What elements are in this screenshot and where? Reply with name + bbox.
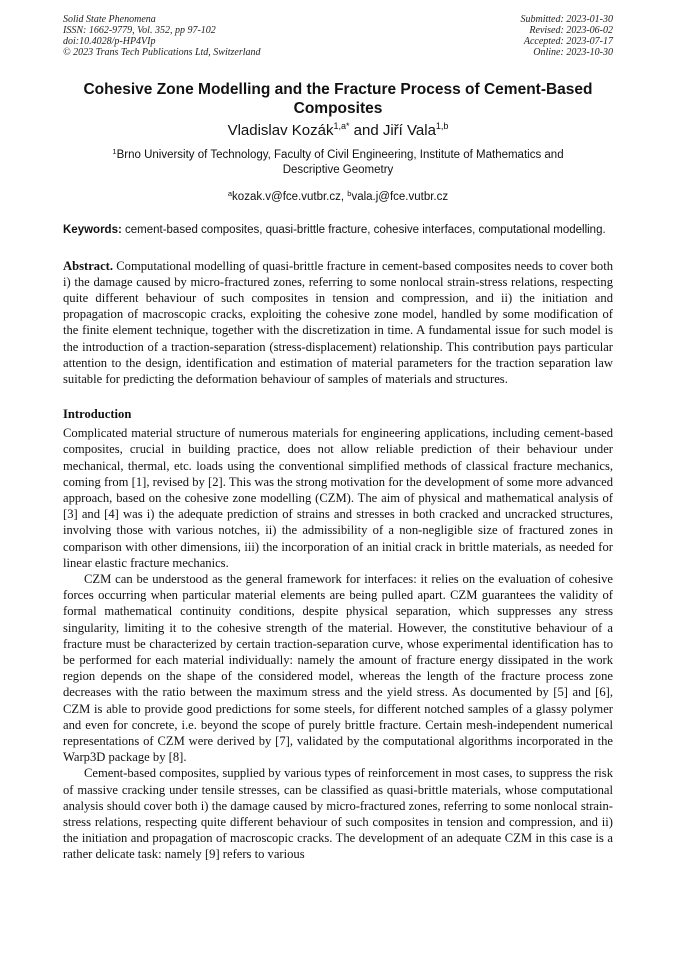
journal-name: Solid State Phenomena bbox=[63, 14, 156, 25]
revised-date: Revised: 2023-06-02 bbox=[529, 25, 613, 36]
header-left bbox=[63, 14, 261, 58]
abstract-text: Computational modelling of quasi-brittle fracture in cement-based composites needs to cover both i) the damage caused by micro-fractured zones, referring to some nonlocal strain-stress relations, respecting quite different behaviour of such composites in tension and compression, and ii) the initiation and propagation of macroscopic cracks, exploiting the cohesive zone model, handled by some modification of the finite element technique, together with the discretization in time. A fundamental issue for such model is the introduction of a traction-separation (stress-displacement) relationship. This contribution pays particular attention to the design, identification and estimation of material parameters for the traction separation law suitable for predicting the deformation behaviour of samples of materials and structures. bbox=[63, 258, 613, 386]
abstract bbox=[63, 258, 613, 388]
email-b[interactable]: vala.j@fce.vutbr.cz bbox=[351, 191, 449, 203]
intro-paragraph-3: Cement-based composites, supplied by various types of reinforcement in most cases, to suppress the risk of massive cracking under tensile stresses, can be classified as quasi-brittle materials, whose computational analysis should cover both i) the damage caused by micro-fractured zones, referring to some nonlocal strain-stress relations, respecting quite different behaviour of such composites in tension and compression, and ii) the initiation and propagation of macroscopic cracks. The development of an adequate CZM in this case is a rather delicate task: namely [9] refers to various bbox=[63, 766, 613, 862]
section-heading-introduction: Introduction bbox=[63, 407, 132, 422]
affiliation-marker: 1 bbox=[112, 147, 117, 156]
email-a[interactable]: kozak.v@fce.vutbr.cz, bbox=[232, 191, 348, 203]
email-a-marker: a bbox=[227, 189, 233, 198]
intro-paragraph-1: Complicated material structure of numerous materials for engineering applications, including cement-based composites, crucial in building practice, does not allow reliable prediction of their behaviour under mechanical, thermal, etc. loads using the conventional simplified methods of classical fracture mechanics, coming from [1], revised by [2]. This was the strong motivation for the development of some more advanced approach, based on the cohesive zone modelling (CZM). The aim of physical and mathematical analysis of [3] and [4] was i) the adequate prediction of strains and stresses in both cracked and uncracked structures, involving those with various notches, ii) the admissibility of a non-negligible size of fractured zones in comparison with other dimensions, iii) the incorporation of an initial crack in brittle materials, as needed for linear elastic fracture mechanics. bbox=[63, 426, 613, 570]
abstract-label: Abstract. bbox=[63, 258, 114, 273]
email-b-marker: b bbox=[347, 189, 352, 198]
copyright-line: © 2023 Trans Tech Publications Ltd, Switzerland bbox=[63, 47, 261, 58]
doi-line: doi:10.4028/p-HP4VIp bbox=[63, 36, 156, 47]
author-2-affiliation: 1,b bbox=[435, 121, 449, 131]
keywords-text: cement-based composites, quasi-brittle fracture, cohesive interfaces, computational modelling. bbox=[121, 224, 606, 236]
email-line bbox=[63, 190, 613, 205]
author-2: Jiří Vala bbox=[382, 122, 436, 139]
author-connector: and bbox=[349, 122, 383, 139]
accepted-date: Accepted: 2023-07-17 bbox=[523, 36, 613, 47]
header-right bbox=[521, 14, 614, 58]
author-line bbox=[63, 121, 613, 140]
affiliation-text: Brno University of Technology, Faculty of Civil Engineering, Institute of Mathematics and Descriptive Geometry bbox=[116, 149, 564, 176]
intro-paragraph-2: CZM can be understood as the general framework for interfaces: it relies on the evaluation of cohesive forces occurring when particular material elements are being pulled apart. CZM guarantees the validity of formal mathematical continuity conditions, despite physical separation, which suppresses any stress singularity, limiting it to the cohesive strength of the material. However, the constitutive behaviour of a fracture must be characterized by certain traction-separation curve, whose experimental identification has to be performed for each material individually: namely the amount of fracture energy dissipated in the work region depends on the shape of the considered model, whereas the length of the fracture process zone decreases with the ratio between the maximum stress and the yield stress. As documented by [5] and [6], CZM is able to provide good predictions for some steels, for different notched samples of a glassy polymer and even for concrete, i.e. beyond the scope of purely brittle fracture. Certain mesh-independent numerical representations of CZM were derived by [7], validated by the computational algorithms incorporated in the Warp3D package by [8]. bbox=[63, 571, 613, 765]
affiliation bbox=[63, 148, 613, 178]
journal-header bbox=[63, 14, 613, 58]
paper-title: Cohesive Zone Modelling and the Fracture Process of Cement-Based Composites bbox=[83, 81, 593, 117]
author-1: Vladislav Kozák bbox=[227, 122, 334, 139]
author-1-affiliation: 1,a* bbox=[333, 121, 350, 131]
submitted-date: Submitted: 2023-01-30 bbox=[520, 14, 613, 25]
paper-page bbox=[63, 14, 613, 863]
online-date: Online: 2023-10-30 bbox=[533, 47, 613, 58]
keywords bbox=[63, 223, 613, 238]
issn-line: ISSN: 1662-9779, Vol. 352, pp 97-102 bbox=[63, 25, 216, 36]
keywords-label: Keywords: bbox=[63, 224, 122, 236]
